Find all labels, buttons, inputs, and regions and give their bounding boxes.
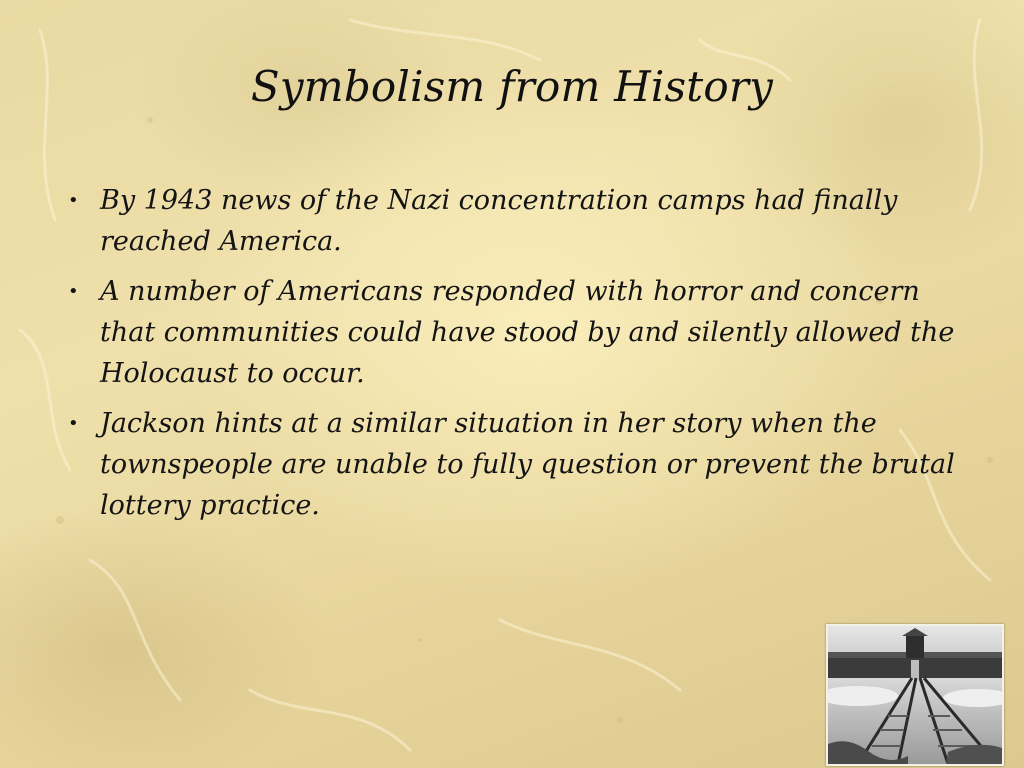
bullet-marker: • (68, 413, 79, 434)
bullet-marker: • (68, 281, 79, 302)
bullet-list (60, 180, 970, 535)
bullet-text: A number of Americans responded with horror and concern that communities could have stood by and silently allowed the Holocaust to occur. (100, 276, 955, 389)
camp-railway-photo (826, 624, 1004, 766)
bullet-marker: • (68, 190, 79, 211)
bullet-item (60, 403, 970, 526)
bullet-text: By 1943 news of the Nazi concentration camps had finally reached America. (100, 185, 898, 257)
bullet-item (60, 271, 970, 394)
photo-illustration (828, 626, 1002, 764)
bullet-item (60, 180, 970, 262)
bullet-text: Jackson hints at a similar situation in her story when the townspeople are unable to fully question or prevent the brutal lottery practice. (100, 408, 955, 521)
slide-title: Symbolism from History (250, 62, 774, 111)
